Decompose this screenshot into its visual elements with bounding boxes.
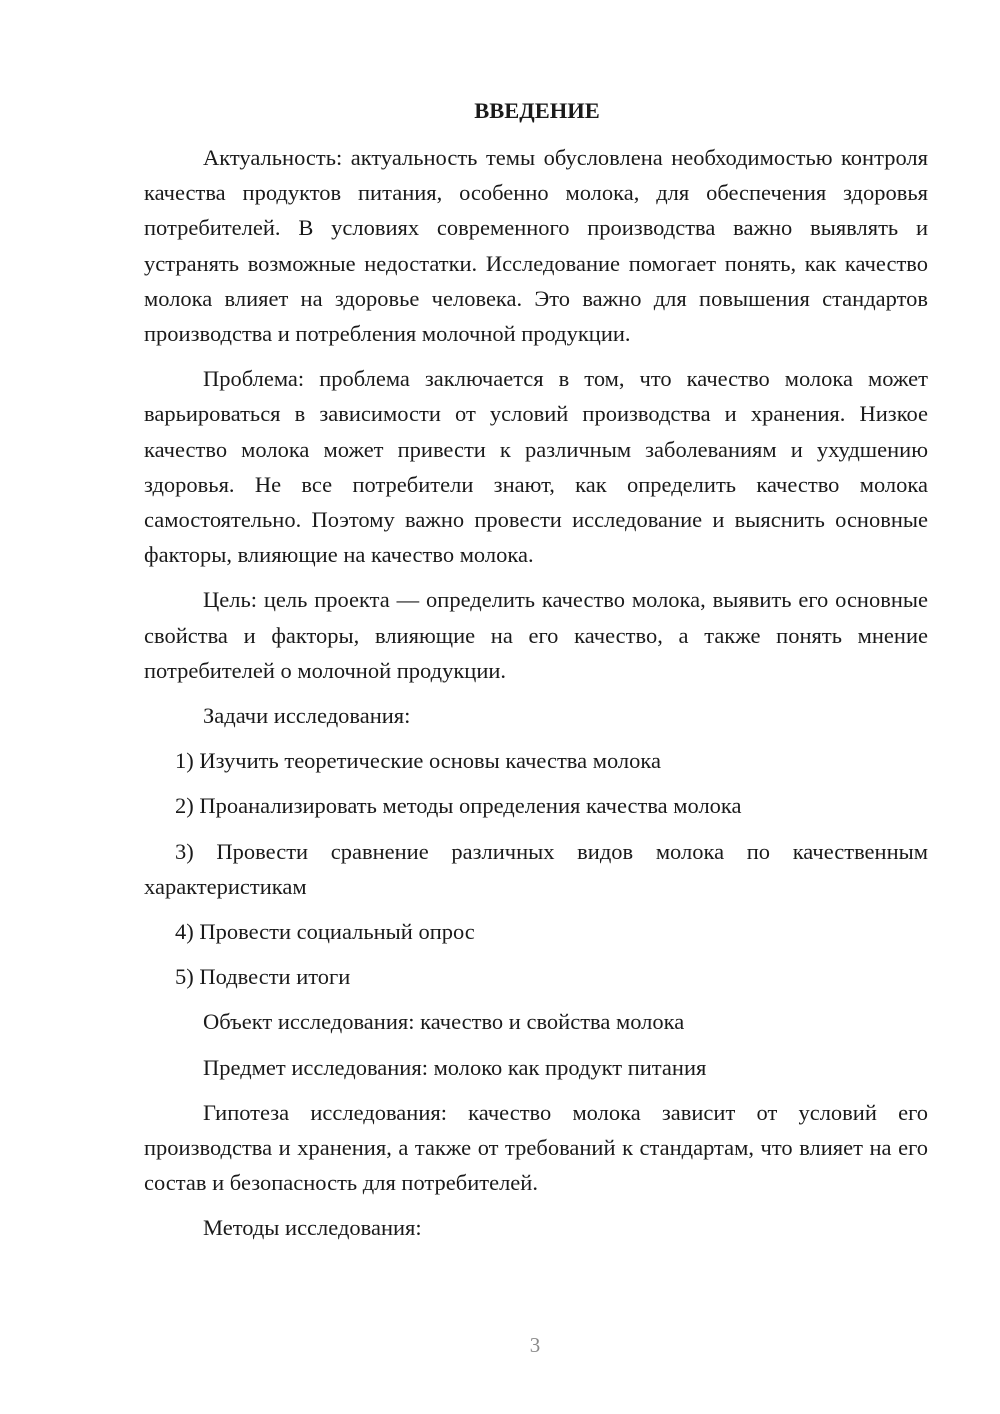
problem-paragraph: Проблема: проблема заключается в том, что качество молока может варьироваться в зависимости от условий производства и хранения. Низкое качество молока может привести к различным заболеваниям и ухудшению здоровья. Не все потребители знают, как определить качество молока самостоятельно. Поэтому важно провести исследование и выяснить основные факторы, влияющие на качество молока. bbox=[144, 366, 928, 568]
tasks-title: Задачи исследования: bbox=[203, 703, 411, 729]
task-item-2: 2) Проанализировать методы определения качества молока bbox=[175, 793, 742, 819]
relevance-paragraph: Актуальность: актуальность темы обусловлена необходимостью контроля качества продуктов питания, особенно молока, для обеспечения здоровья потребителей. В условиях современного производства важно выявлять и устранять возможные недостатки. Исследование помогает понять, как качество молока влияет на здоровье человека. Это важно для повышения стандартов производства и потребления молочной продукции. bbox=[144, 145, 928, 347]
page-content bbox=[144, 96, 928, 1256]
page-number: 3 bbox=[529, 1333, 541, 1357]
task-item-1: 1) Изучить теоретические основы качества молока bbox=[175, 748, 661, 774]
goal-paragraph: Цель: цель проекта — определить качество молока, выявить его основные свойства и факторы, влияющие на его качество, а также понять мнение потребителей о молочной продукции. bbox=[144, 587, 928, 683]
methods-title: Методы исследования: bbox=[203, 1215, 422, 1241]
subject-paragraph: Предмет исследования: молоко как продукт питания bbox=[203, 1054, 707, 1080]
task-item-3: 3) Провести сравнение различных видов молока по качественным характеристикам bbox=[144, 838, 928, 899]
hypothesis-paragraph: Гипотеза исследования: качество молока зависит от условий его производства и хранения, а также от требований к стандартам, что влияет на его состав и безопасность для потребителей. bbox=[144, 1099, 928, 1196]
object-paragraph: Объект исследования: качество и свойства молока bbox=[203, 1009, 685, 1035]
task-item-4: 4) Провести социальный опрос bbox=[175, 919, 475, 945]
section-heading: ВВЕДЕНИЕ bbox=[474, 98, 600, 123]
task-item-5: 5) Подвести итоги bbox=[175, 964, 351, 990]
